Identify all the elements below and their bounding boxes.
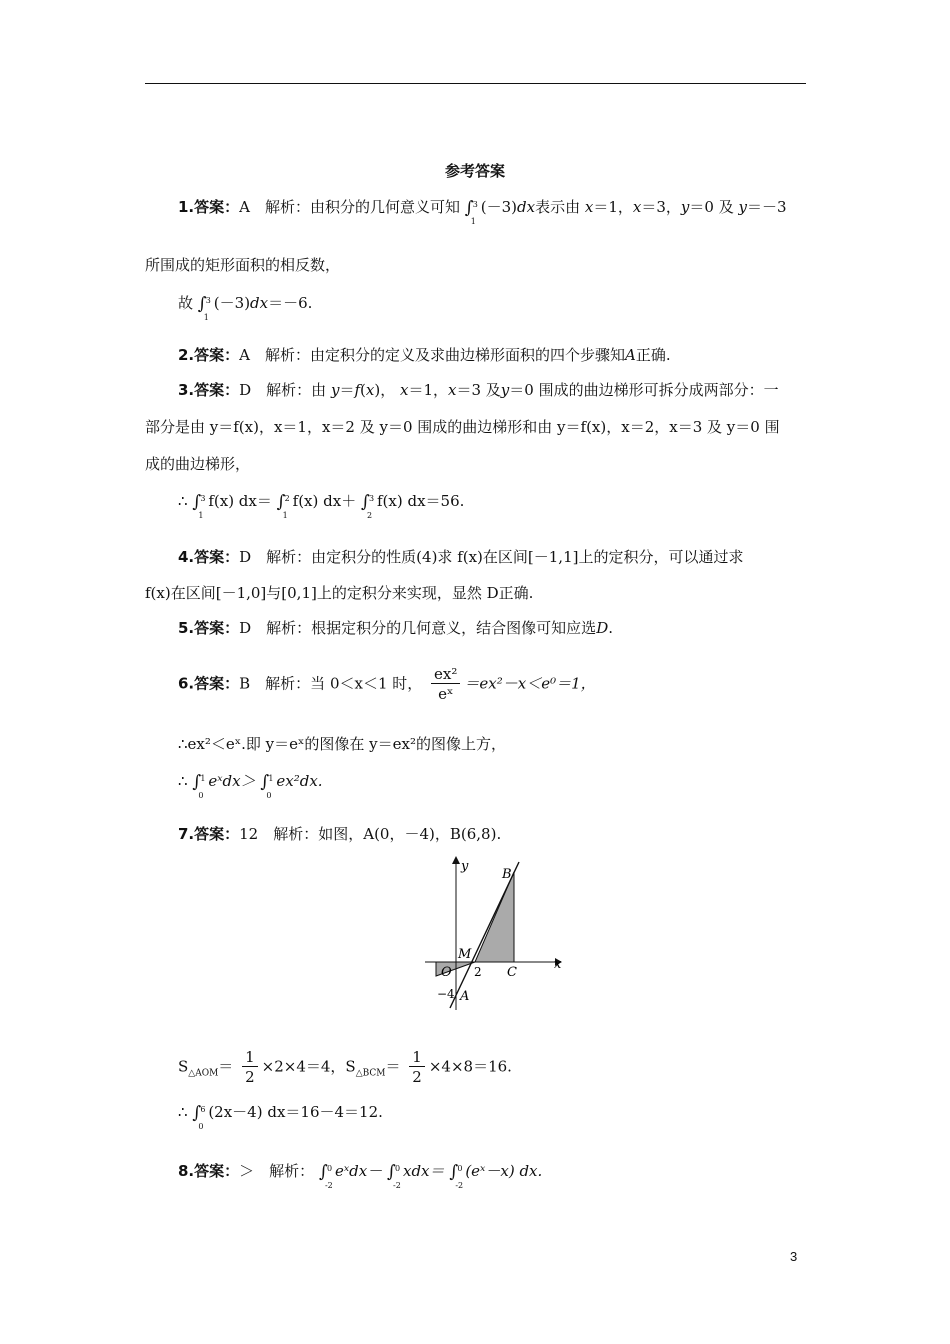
integral-sign: ∫ 1 0 xyxy=(260,772,274,800)
q4-label: 4.答案： xyxy=(178,548,240,566)
integral-sign: ∫ 2 1 xyxy=(276,492,290,520)
q1-text: 解析：由积分的几何意义可知 xyxy=(249,198,460,216)
integral-sign: ∫ 0 -2 xyxy=(449,1162,464,1190)
q5-answer: D xyxy=(239,619,252,637)
q5-line1: 5.答案：D 解析：根据定积分的几何意义，结合图像可知应选D. xyxy=(178,619,613,637)
q2-label: 2.答案： xyxy=(178,346,240,364)
q3-line3: 成的曲边梯形， xyxy=(145,455,251,473)
q6-answer: B xyxy=(239,674,251,693)
q4-line1: 4.答案：D 解析：由定积分的性质(4)求 f(x)在区间[－1,1]上的定积分，可以通过求 xyxy=(178,548,744,566)
q4-line2: f(x)在区间[－1,0]与[0,1]上的定积分来实现，显然 D正确. xyxy=(145,584,534,602)
fraction: $\frac{1}{2}$ xyxy=(242,1048,258,1087)
integral-sign: ∫ 3 1 xyxy=(192,492,206,520)
q1-label: 1.答案： xyxy=(178,198,240,216)
label-m: M xyxy=(458,947,472,962)
q8-line1: 8.答案：＞ 解析： ∫ 0 -2 eˣdx－ ∫ 0 -2 xdx＝ ∫ 0 -2 (eˣ－x) dx. xyxy=(178,1162,543,1190)
integral-sign: ∫ 0 -2 xyxy=(387,1162,401,1190)
integral-sign: ∫ 3 1 xyxy=(464,198,478,226)
q3-line2: 部分是由 y＝f(x)，x＝1，x＝2 及 y＝0 围成的曲边梯形和由 y＝f(x)，x＝2，x＝3 及 y＝0 围 xyxy=(145,418,780,436)
q7-figure xyxy=(420,852,565,1014)
integral-sign: ∫ 3 2 xyxy=(360,492,375,520)
q6-line3: ∴ ∫ 1 0 eˣdx＞ ∫ 1 0 ex²dx. xyxy=(178,772,323,800)
fraction: $\frac{\text{ex²}}{\text{eˣ}}$ xyxy=(431,665,460,704)
label-o: O xyxy=(441,965,452,980)
q4-answer: D xyxy=(239,548,252,566)
label-x: x xyxy=(554,957,562,972)
q3-label: 3.答案： xyxy=(178,381,240,399)
q1-line2: 所围成的矩形面积的相反数， xyxy=(145,256,341,274)
label-neg4: −4 xyxy=(437,987,455,1001)
q3-line4: ∴ ∫ 3 1 f(x) dx＝ ∫ 2 1 f(x) dx＋ ∫ 3 2 f(x) dx＝56. xyxy=(178,492,465,520)
q1-integrand: (－3) xyxy=(480,198,518,216)
integral-sign: ∫ 1 0 xyxy=(192,772,206,800)
q1-line3: 故 ∫ 3 1 (－3)dx＝－6. xyxy=(178,294,313,322)
integral-sign: ∫ 3 1 xyxy=(197,294,211,322)
q2-line1: 2.答案：A 解析：由定积分的定义及求曲边梯形面积的四个步骤知A正确. xyxy=(178,346,671,364)
label-a: A xyxy=(460,989,470,1004)
q5-label: 5.答案： xyxy=(178,619,240,637)
q8-answer: ＞ xyxy=(239,1162,255,1180)
label-b: B xyxy=(502,867,512,882)
q7-final-line: ∴ ∫ 6 0 (2x－4) dx＝16－4＝12. xyxy=(178,1103,383,1131)
integral-sign: ∫ 0 -2 xyxy=(318,1162,333,1190)
q6-line2: ∴ex²＜eˣ.即 y＝eˣ的图像在 y＝ex²的图像上方， xyxy=(178,735,506,753)
q6-line1: 6.答案：B 解析：当 0＜x＜1 时， $\frac{\text{ex²}}{\text{eˣ}}$ ＝ex²－x＜e⁰＝1， xyxy=(178,665,596,703)
page-title: 参考答案 xyxy=(444,162,505,180)
q3-line1: 3.答案：D 解析：由 y＝f(x)， x＝1，x＝3 及y＝0 围成的曲边梯形可拆分成两部分：一 xyxy=(178,381,779,399)
q3-answer: D xyxy=(239,381,252,399)
y-axis-arrow xyxy=(452,856,460,864)
q8-label: 8.答案： xyxy=(178,1162,240,1180)
integral-sign: ∫ 6 0 xyxy=(192,1103,206,1131)
q7-area-line: $S_{\triangle AOM}=$ $\frac{1}{2}$ ×2×4＝4，$S_{\triangle BCM}=$ $\frac{1}{2}$ ×4×8＝16. xyxy=(178,1048,512,1086)
q1-answer: A xyxy=(239,198,250,216)
q7-answer: 12 xyxy=(239,825,259,843)
header-rule xyxy=(145,83,806,84)
label-2: 2 xyxy=(474,965,482,979)
label-y: y xyxy=(461,859,469,874)
q7-line1: 7.答案：12 解析：如图，A(0，－4)，B(6,8). xyxy=(178,825,502,843)
q1-line1: 1.答案：A 解析：由积分的几何意义可知 ∫ 3 1 (－3)dx表示由 x＝1，x＝3，y＝0 及 y＝－3 xyxy=(178,198,787,226)
label-c: C xyxy=(507,965,517,980)
page-number: 3 xyxy=(790,1249,798,1264)
q2-answer: A xyxy=(239,346,250,364)
q6-label: 6.答案： xyxy=(178,674,240,693)
q7-label: 7.答案： xyxy=(178,825,240,843)
fraction: $\frac{1}{2}$ xyxy=(409,1048,425,1087)
